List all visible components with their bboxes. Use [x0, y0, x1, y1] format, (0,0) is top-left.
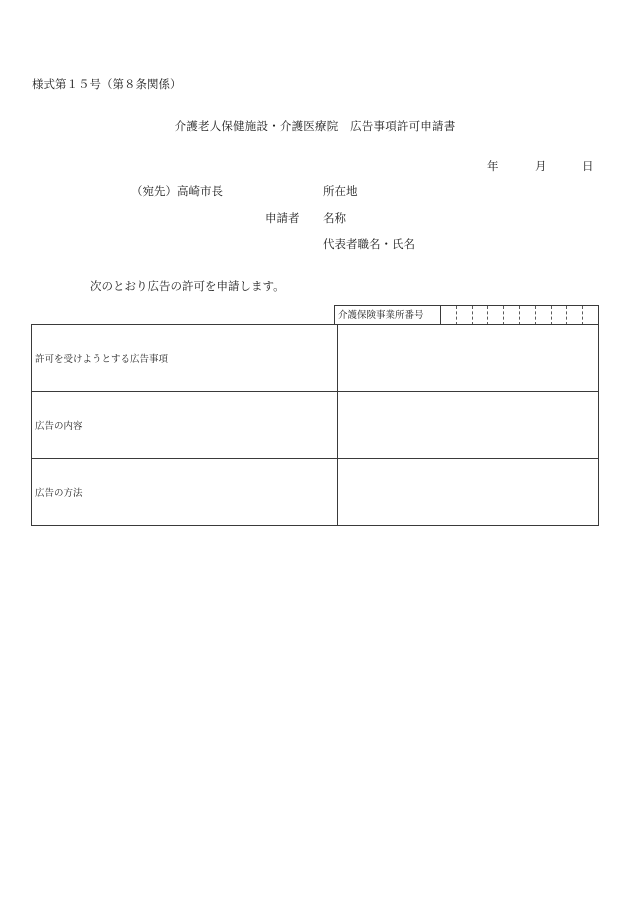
date-month-label: 月: [535, 159, 547, 173]
business-number-digit-cell[interactable]: [457, 306, 473, 325]
business-number-digit-cell[interactable]: [536, 306, 552, 325]
date-day-label: 日: [582, 159, 594, 173]
business-number-label: 介護保険事業所番号: [335, 306, 441, 325]
business-number-digit-cell[interactable]: [504, 306, 520, 325]
table-row: [32, 459, 599, 526]
business-number-box: [334, 305, 599, 325]
business-number-digits: [441, 306, 598, 325]
row-label-ad-content: 広告の内容: [32, 392, 338, 459]
document-title: 介護老人保健施設・介護医療院 広告事項許可申請書: [174, 119, 456, 133]
table-row: [32, 325, 599, 392]
table-row: [32, 392, 599, 459]
row-value-ad-item[interactable]: [338, 325, 599, 392]
name-label: 名称: [323, 211, 346, 225]
applicant-label: 申請者: [265, 211, 300, 225]
intro-text: 次のとおり広告の許可を申請します。: [90, 279, 285, 293]
business-number-digit-cell[interactable]: [583, 306, 598, 325]
application-table: [31, 324, 599, 526]
business-number-digit-cell[interactable]: [552, 306, 568, 325]
business-number-digit-cell[interactable]: [520, 306, 536, 325]
row-value-ad-method[interactable]: [338, 459, 599, 526]
business-number-digit-cell[interactable]: [473, 306, 489, 325]
row-value-ad-content[interactable]: [338, 392, 599, 459]
representative-label: 代表者職名・氏名: [323, 237, 415, 251]
addressee: （宛先）高崎市長: [131, 184, 223, 198]
business-number-digit-cell[interactable]: [488, 306, 504, 325]
business-number-digit-cell[interactable]: [441, 306, 457, 325]
row-label-ad-item: 許可を受けようとする広告事項: [32, 325, 338, 392]
business-number-digit-cell[interactable]: [567, 306, 583, 325]
row-label-ad-method: 広告の方法: [32, 459, 338, 526]
date-year-label: 年: [487, 159, 499, 173]
location-label: 所在地: [323, 184, 358, 198]
form-number: 様式第１５号（第８条関係）: [32, 77, 182, 91]
